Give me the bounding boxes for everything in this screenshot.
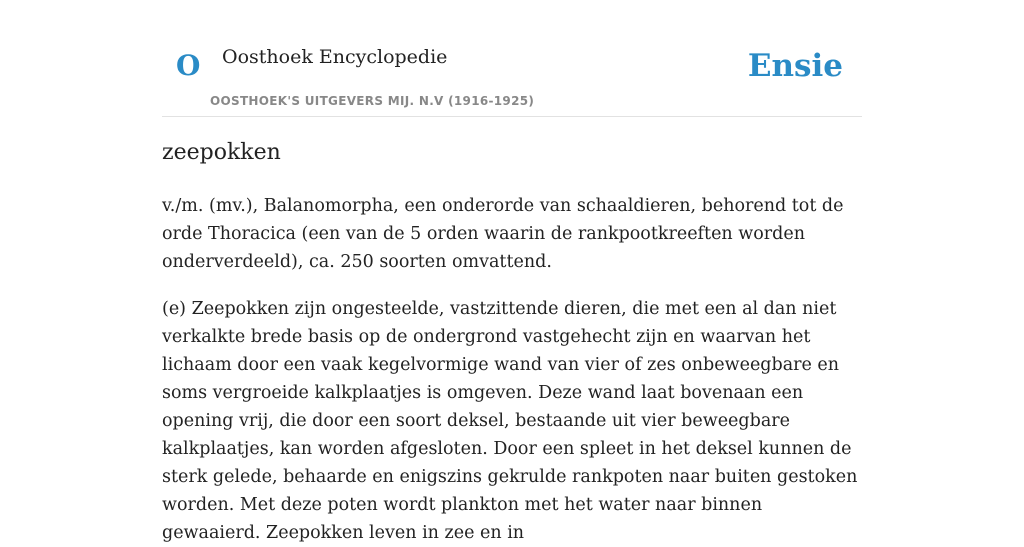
entry-paragraph: v./m. (mv.), Balanomorpha, een onderorde van schaaldieren, behorend tot de orde Thoracica (een van de 5 orden waarin de rankpootkreeften worden onderverdeeld), ca. 250 soorten omvattend. [162, 196, 844, 272]
publisher-label: OOSTHOEK'S UITGEVERS MIJ. N.V (1916-1925) [210, 94, 535, 108]
header [162, 0, 862, 117]
ensie-logo-link[interactable]: Ensie [747, 48, 843, 84]
page-container [162, 0, 862, 543]
logo-letter[interactable]: O [176, 49, 201, 82]
book-title[interactable]: Oosthoek Encyclopedie [222, 46, 448, 68]
entry-paragraph: (e) Zeepokken zijn ongesteelde, vastzittende dieren, die met een al dan niet verkalkte brede basis op de ondergrond vastgehecht zijn en waarvan het lichaam door een vaak kegelvormige wand van vier of zes onbeweegbare en soms vergroeide kalkplaatjes is omgeven. Deze wand laat bovenaan een opening vrij, die door een soort deksel, bestaande uit vier beweegbare kalkplaatjes, kan worden afgesloten. Door een spleet in het deksel kunnen de sterk gelede, behaarde en enigszins gekrulde rankpoten naar buiten gestoken worden. Met deze poten wordt plankton met het water naar binnen gewaaierd. Zeepokken leven in zee en in [162, 299, 858, 543]
entry-title: zeepokken [162, 140, 281, 165]
